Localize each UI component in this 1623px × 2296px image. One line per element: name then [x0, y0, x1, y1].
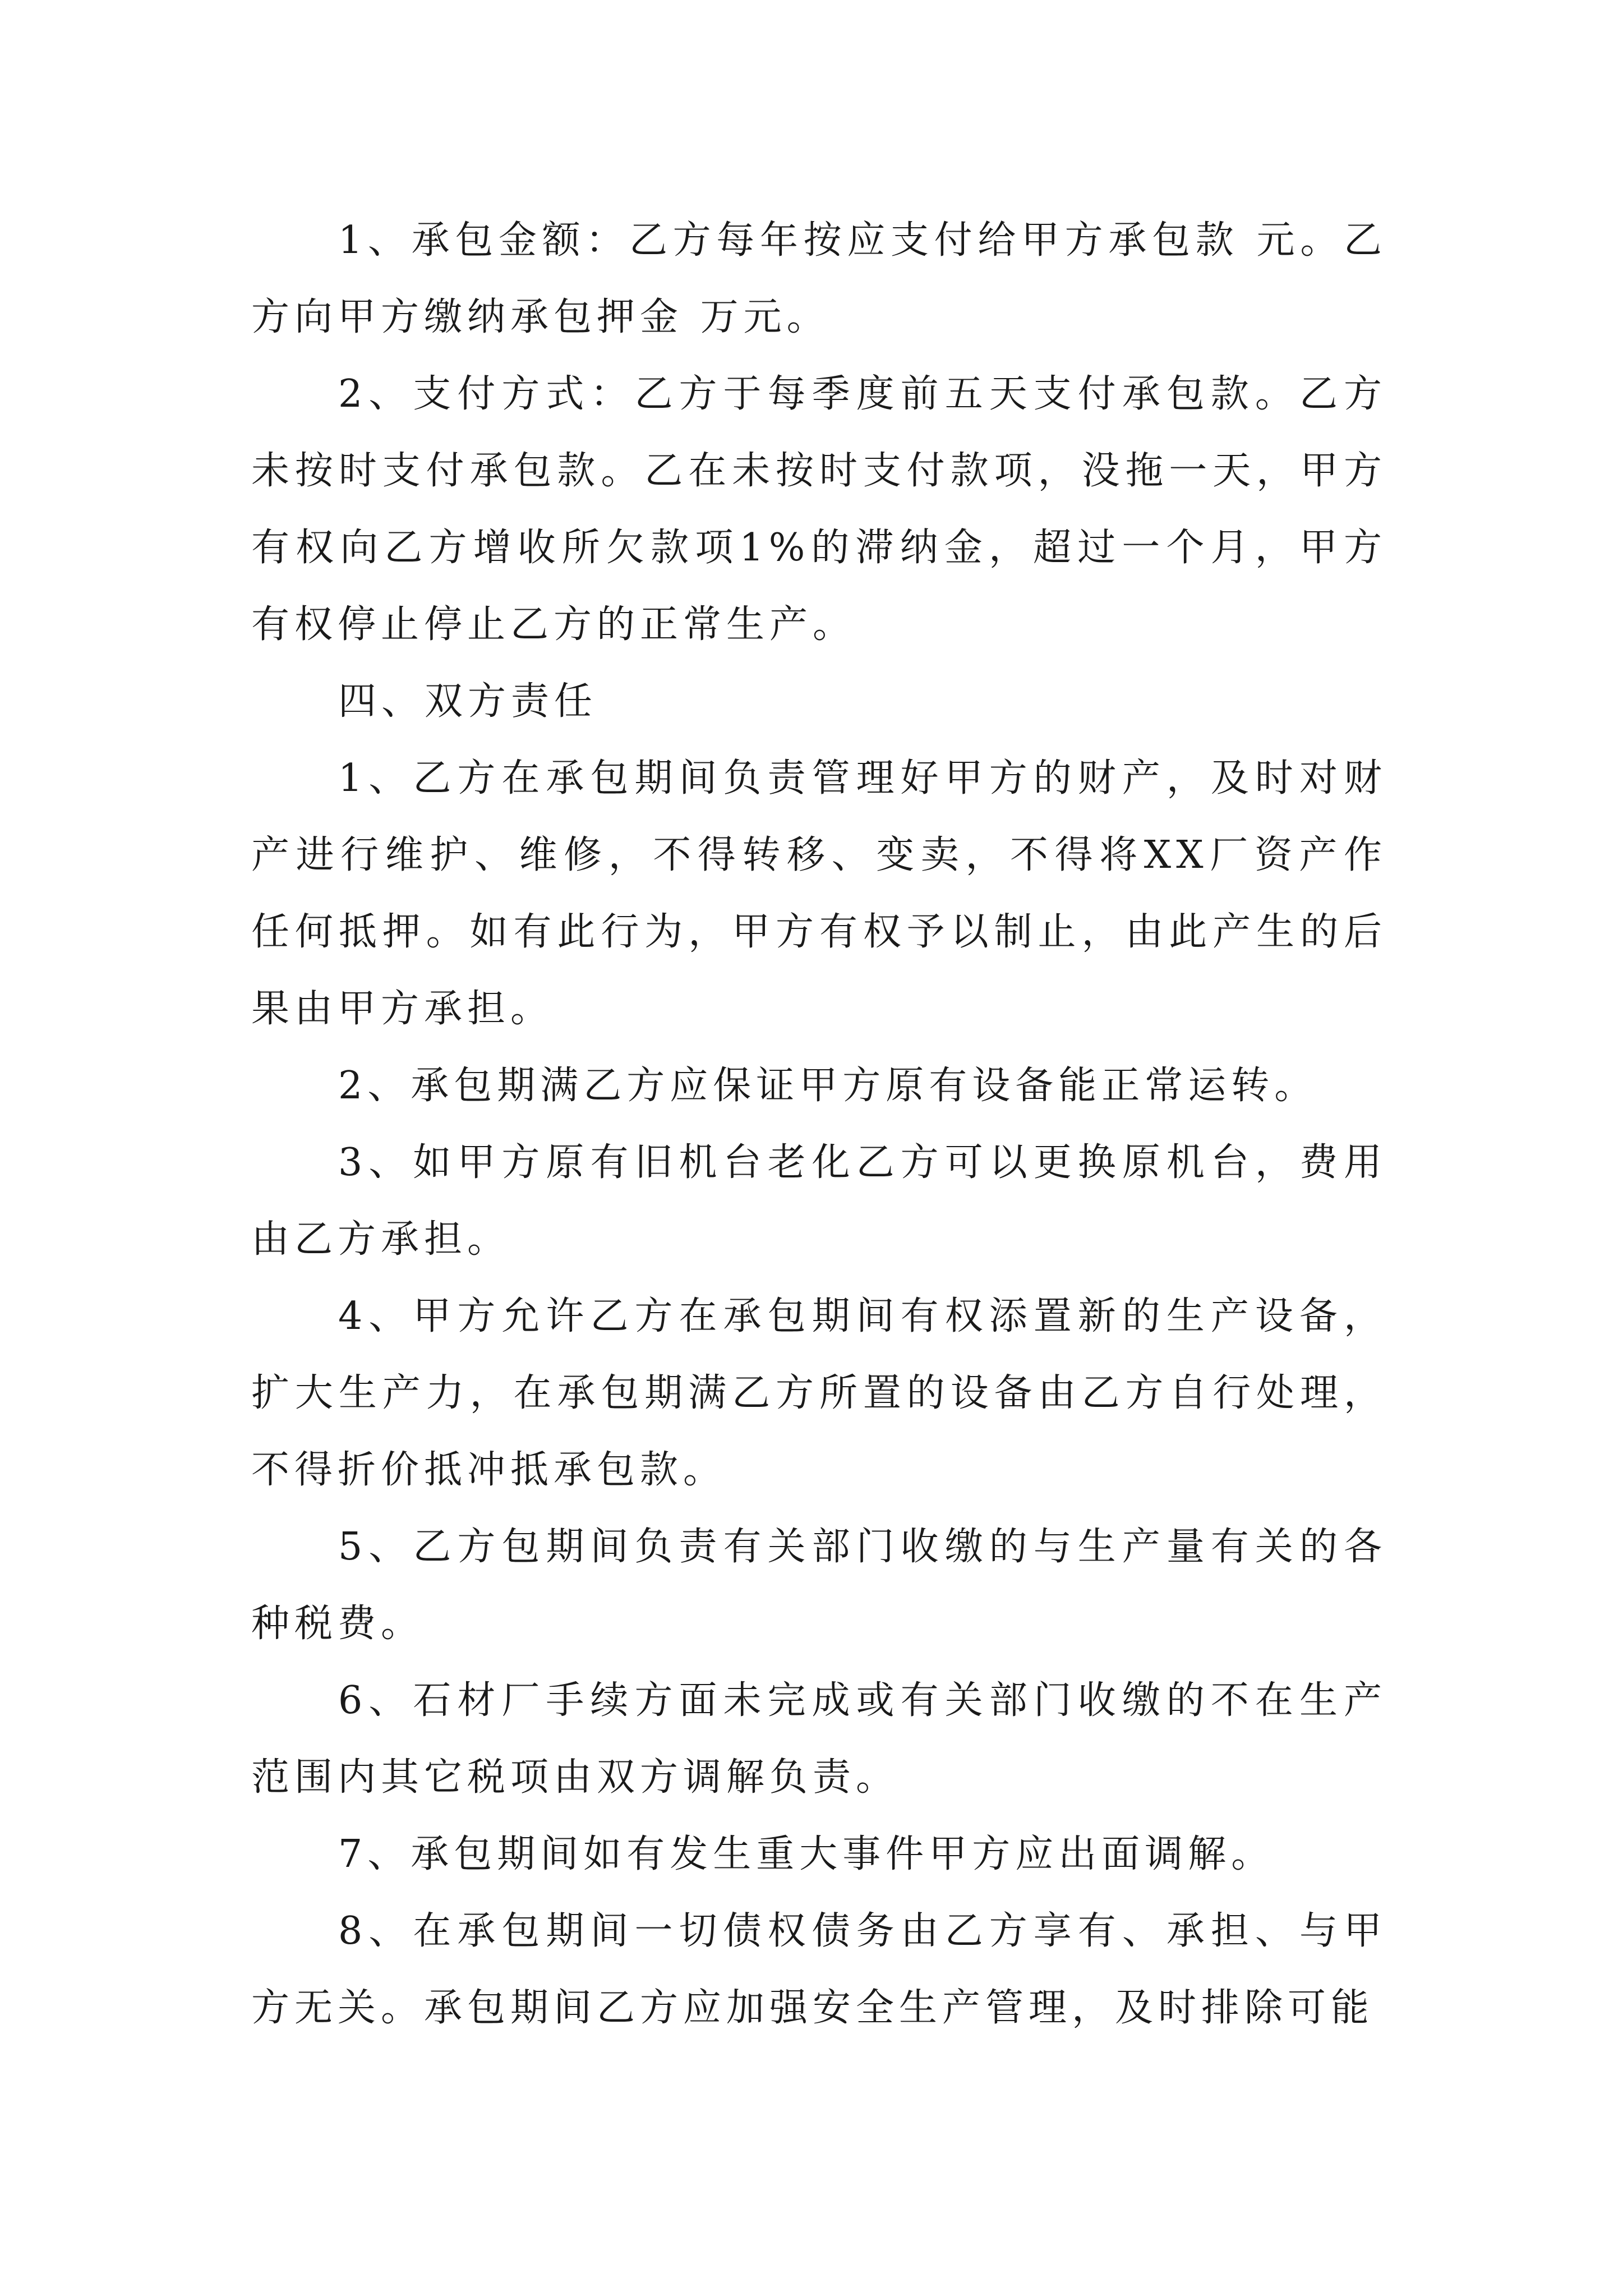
paragraph-responsibility-6: 6、石材厂手续方面未完成或有关部门收缴的不在生产范围内其它税项由双方调解负责。: [251, 1678, 1387, 1800]
paragraph-responsibility-2: 2、承包期满乙方应保证甲方原有设备能正常运转。: [338, 1064, 1318, 1108]
document-body: [251, 202, 1387, 2046]
paragraph-responsibility-1: 1、乙方在承包期间负责管理好甲方的财产，及时对财产进行维护、维修，不得转移、变卖，不得将XX厂资产作任何抵押。如有此行为，甲方有权予以制止，由此产生的后果由甲方承担。: [251, 756, 1387, 1031]
paragraph-responsibility-4: 4、甲方允许乙方在承包期间有权添置新的生产设备，扩大生产力，在承包期满乙方所置的设备由乙方自行处理，不得折价抵冲抵承包款。: [251, 1294, 1387, 1492]
paragraph-payment-method: 2、支付方式：乙方于每季度前五天支付承包款。乙方未按时支付承包款。乙在未按时支付款项，没拖一天，甲方有权向乙方增收所欠款项1%的滞纳金，超过一个月，甲方有权停止停止乙方的正常生产。: [251, 372, 1387, 647]
paragraph-responsibility-3: 3、如甲方原有旧机台老化乙方可以更换原机台，费用由乙方承担。: [251, 1140, 1387, 1262]
section-heading-responsibilities: 四、双方责任: [338, 679, 598, 724]
paragraph-responsibility-7: 7、承包期间如有发生重大事件甲方应出面调解。: [338, 1832, 1275, 1876]
paragraph-responsibility-5: 5、乙方包期间负责有关部门收缴的与生产量有关的各种税费。: [251, 1525, 1387, 1646]
paragraph-contract-amount: 1、承包金额：乙方每年按应支付给甲方承包款 元。乙方向甲方缴纳承包押金 万元。: [251, 218, 1387, 339]
paragraph-responsibility-8: 8、在承包期间一切债权债务由乙方享有、承担、与甲方无关。承包期间乙方应加强安全生产管理，及时排除可能: [251, 1909, 1387, 2030]
